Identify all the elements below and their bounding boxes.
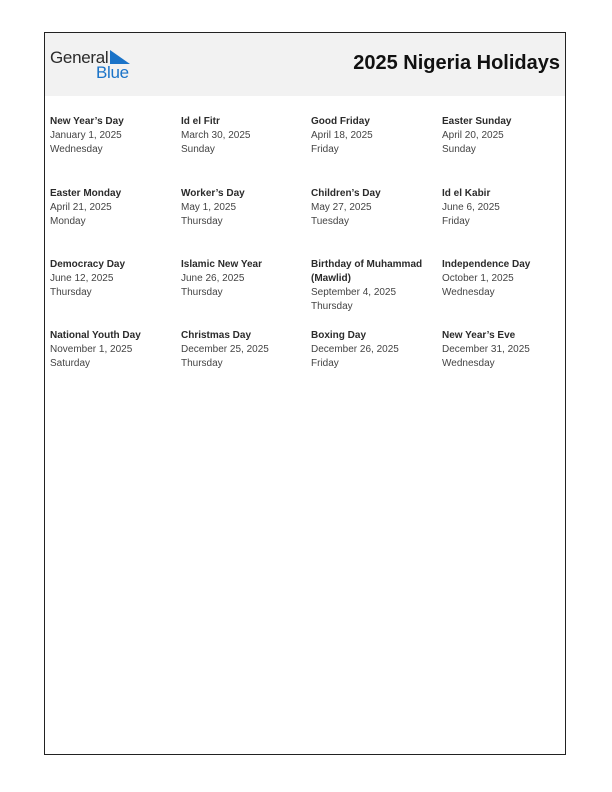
holiday-item bbox=[442, 115, 570, 157]
holiday-date: October 1, 2025 bbox=[442, 273, 514, 284]
calendar-page bbox=[44, 32, 566, 755]
logo-general-text: General bbox=[50, 48, 109, 67]
logo-triangle-icon bbox=[110, 50, 130, 64]
holiday-item bbox=[311, 329, 439, 371]
holiday-item bbox=[181, 187, 309, 229]
holiday-name: Democracy Day bbox=[50, 259, 126, 270]
holiday-item bbox=[181, 329, 309, 371]
holiday-name: Islamic New Year bbox=[181, 259, 262, 270]
holiday-item bbox=[311, 187, 439, 229]
holiday-date: November 1, 2025 bbox=[50, 344, 133, 355]
holiday-name: New Year’s Eve bbox=[442, 330, 516, 341]
holiday-date: April 20, 2025 bbox=[442, 130, 504, 141]
holiday-item bbox=[50, 187, 178, 229]
holiday-name: Easter Sunday bbox=[442, 116, 512, 127]
holiday-date: December 26, 2025 bbox=[311, 344, 399, 355]
holiday-date: May 1, 2025 bbox=[181, 202, 237, 213]
holiday-item bbox=[442, 329, 570, 371]
holiday-weekday: Saturday bbox=[50, 358, 91, 369]
holiday-item bbox=[181, 115, 309, 157]
holiday-item bbox=[181, 258, 309, 300]
page-title: 2025 Nigeria Holidays bbox=[353, 52, 560, 74]
holiday-weekday: Sunday bbox=[442, 144, 476, 155]
holiday-date: June 12, 2025 bbox=[50, 273, 114, 284]
holiday-item bbox=[311, 258, 439, 314]
holiday-item bbox=[50, 115, 178, 157]
holiday-weekday: Friday bbox=[311, 358, 339, 369]
holiday-weekday: Friday bbox=[442, 216, 470, 227]
holiday-weekday: Monday bbox=[50, 216, 86, 227]
holiday-weekday: Tuesday bbox=[311, 216, 349, 227]
holiday-item bbox=[50, 258, 178, 300]
holiday-name: Christmas Day bbox=[181, 330, 252, 341]
holiday-date: April 21, 2025 bbox=[50, 202, 112, 213]
holiday-weekday: Wednesday bbox=[442, 287, 495, 298]
holiday-item bbox=[442, 258, 570, 300]
holiday-weekday: Wednesday bbox=[442, 358, 495, 369]
holiday-weekday: Friday bbox=[311, 144, 339, 155]
holiday-weekday: Wednesday bbox=[50, 144, 103, 155]
holiday-date: June 26, 2025 bbox=[181, 273, 245, 284]
generalblue-logo bbox=[50, 48, 140, 84]
holiday-date: January 1, 2025 bbox=[50, 130, 122, 141]
holiday-name: Id el Kabir bbox=[442, 188, 491, 199]
holiday-name: Worker’s Day bbox=[181, 188, 245, 199]
holiday-name: National Youth Day bbox=[50, 330, 141, 341]
holiday-weekday: Thursday bbox=[181, 287, 223, 298]
holiday-date: April 18, 2025 bbox=[311, 130, 373, 141]
holiday-name: Good Friday bbox=[311, 116, 370, 127]
holiday-item bbox=[50, 329, 178, 371]
holiday-weekday: Thursday bbox=[50, 287, 92, 298]
holiday-name: Children’s Day bbox=[311, 188, 381, 199]
holiday-date: December 31, 2025 bbox=[442, 344, 530, 355]
holiday-weekday: Sunday bbox=[181, 144, 215, 155]
holiday-date: March 30, 2025 bbox=[181, 130, 251, 141]
page-header bbox=[45, 33, 565, 96]
holiday-name: Easter Monday bbox=[50, 188, 122, 199]
holiday-weekday: Thursday bbox=[181, 216, 223, 227]
logo-blue-text: Blue bbox=[96, 63, 129, 82]
holiday-weekday: Thursday bbox=[181, 358, 223, 369]
holiday-item bbox=[311, 115, 439, 157]
holiday-name: Birthday of Muhammad (Mawlid) bbox=[311, 259, 423, 284]
holiday-name: New Year’s Day bbox=[50, 116, 124, 127]
holiday-date: June 6, 2025 bbox=[442, 202, 500, 213]
holiday-date: December 25, 2025 bbox=[181, 344, 269, 355]
holiday-weekday: Thursday bbox=[311, 301, 353, 312]
holiday-name: Independence Day bbox=[442, 259, 531, 270]
holiday-item bbox=[442, 187, 570, 229]
holiday-name: Boxing Day bbox=[311, 330, 367, 341]
holiday-name: Id el Fitr bbox=[181, 116, 220, 127]
holiday-date: May 27, 2025 bbox=[311, 202, 372, 213]
holiday-date: September 4, 2025 bbox=[311, 287, 397, 298]
